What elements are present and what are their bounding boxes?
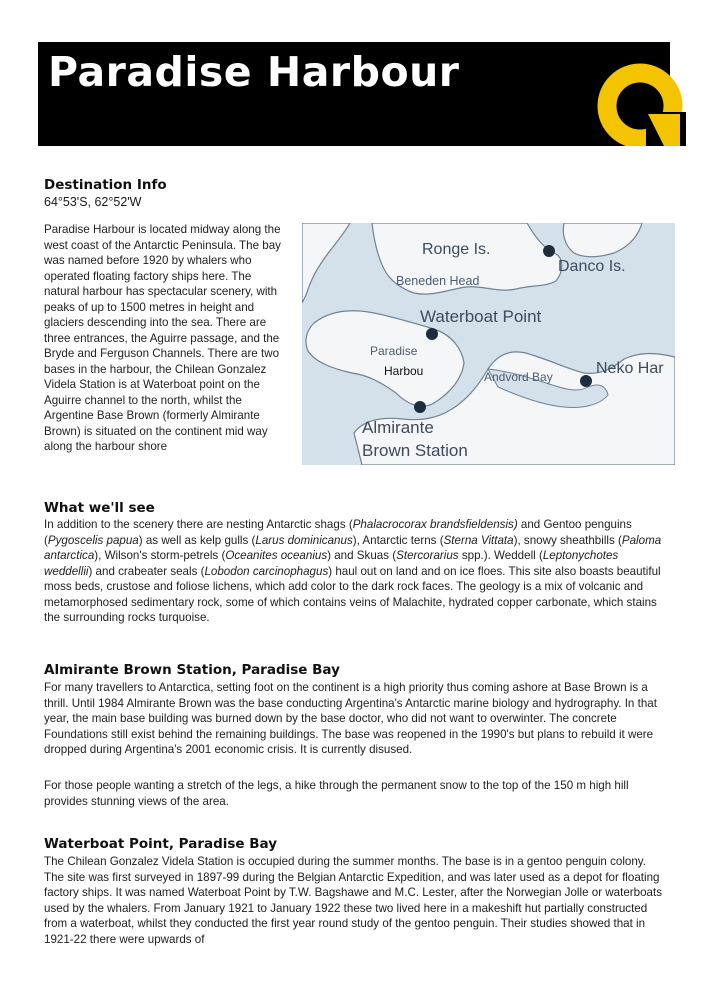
waterboat-paragraph: The Chilean Gonzalez Videla Station is occupied during the summer months. The base is in a gentoo penguin colony. The site was first surveyed in 1897-99 during the Belgian Antarctic Expedition, and was later used as a depot for floating factory ships. It was named Waterboat Point by T.W. Bagshawe and M.C. Lester, after the Norwegian Jolle or waterboats used by the whalers. From January 1921 to January 1922 these two lived here in a makeshift hut partially constructed from a waterboat, whilst they conducted the first year round study of the gentoo penguin. Their studies showed that in 1921-22 there were upwards of [44,855,662,946]
almirante-paragraph-1: For many travellers to Antarctica, setting foot on the continent is a high priority thus coming ashore at Base Brown is a thrill. Until 1984 Almirante Brown was the base conducting Argentina's Antarctic marine biology and hydrography. In that year, the main base building was burned down by the base doctor, who did not want to overwinter. The concrete Foundations still exist behind the remaining buildings. The base was reopened in the 1990's but plans to rebuild it were dropped during Argentina's 2001 economic crisis. It is currently disused. [44,681,657,756]
see-heading: What we'll see [44,500,155,516]
map-label-beneden: Beneden Head [396,274,480,288]
almirante-paragraph-2: For those people wanting a stretch of the legs, a hike through the permanent snow to the top of the 150 m high hill provides stunning views of the area. [44,779,629,808]
harbour-map [302,223,675,465]
map-label-danco: Danco Is. [558,258,626,275]
map-label-andvord: Andvord Bay [484,370,553,384]
map-dot-almirante [414,401,426,413]
almirante-heading: Almirante Brown Station, Paradise Bay [44,662,340,678]
page-title: Paradise Harbour [48,48,460,96]
map-label-waterboat: Waterboat Point [420,307,542,326]
see-paragraph: In addition to the scenery there are nesting Antarctic shags (Phalacrocorax brandsfieldensis) and Gentoo penguins (Pygoscelis papua) as well as kelp gulls (Larus dominicanus), Antarctic terns (Sterna Vittata), snowy sheathbills (Paloma antarctica), Wilson's storm-petrels (Oceanites oceanius) and Skuas (Stercorarius spp.). Weddell (Leptonychotes weddellii) and crabeater seals (Lobodon carcinophagus) haul out on land and on ice floes. This site also boasts beautiful moss beds, crustose and foliose lichens, which add color to the dark rock faces. The geology is a mix of volcanic and metamorphosed sedimentary rock, some of which contains veins of Malachite, hydrated copper carbonate, which stains the surrounding rocks turquoise. [44,518,662,624]
waterboat-heading: Waterboat Point, Paradise Bay [44,836,278,852]
map-label-neko: Neko Har [596,360,664,377]
q-logo-icon [594,48,686,152]
destination-heading: Destination Info [44,177,167,193]
map-dot-waterboat [426,328,438,340]
header-banner [38,42,670,146]
destination-intro: Paradise Harbour is located midway along the west coast of the Antarctic Peninsula. The bay was named before 1920 by whalers who operated floating factory ships here. The natural harbour has spectacular scenery, with peaks of up to 1500 metres in height and glaciers descending into the sea. There are three entrances, the Aguirre passage, and the Bryde and Ferguson Channels. There are two bases in the harbour, the Chilean Gonzalez Videla Station is at Waterboat point on the Aguirre channel to the north, whilst the Argentine Base Brown (formerly Almirante Brown) is situated on the continent mid way along the harbour shore [44,223,281,453]
map-dot-neko [580,375,592,387]
map-label-brown: Brown Station [362,441,468,460]
map-label-ronge: Ronge Is. [422,241,491,258]
map-label-harbou: Harbou [384,364,424,378]
destination-coords: 64°53'S, 62°52'W [44,195,142,209]
map-dot-danco [543,245,555,257]
map-label-almirante: Almirante [362,418,434,437]
map-label-paradise: Paradise [370,344,418,358]
